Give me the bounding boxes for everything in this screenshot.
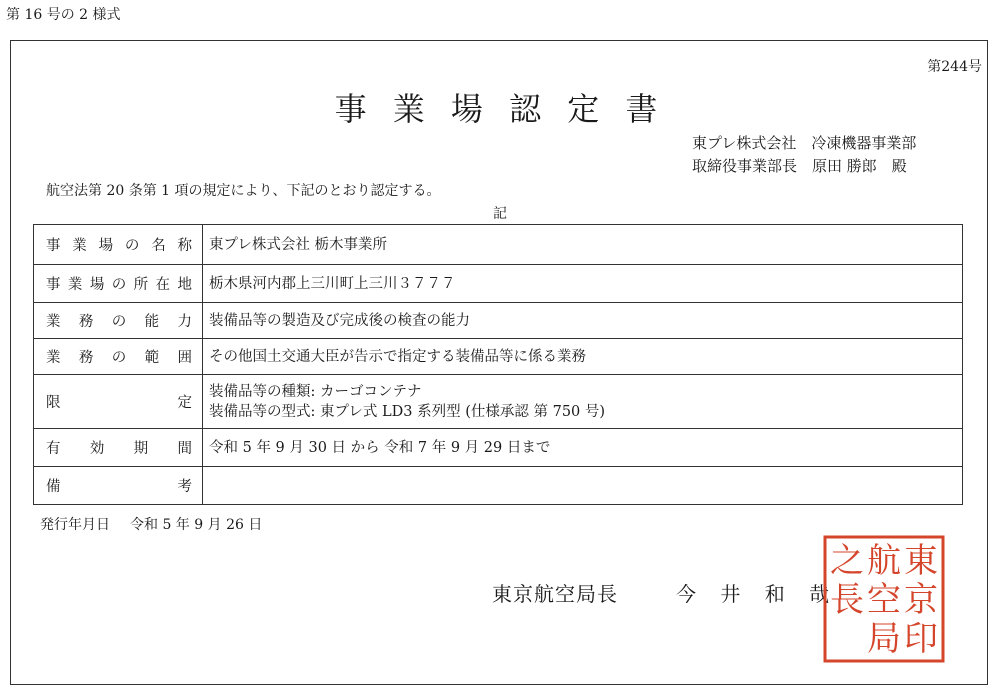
label-char: の <box>124 238 140 254</box>
row-label-text <box>46 310 192 331</box>
document-title: 事 業 場 認 定 書 <box>334 90 666 128</box>
row-value-line: 令和 5 年 9 月 30 日 から 令和 7 年 9 月 29 日まで <box>209 439 551 456</box>
issue-date-label: 発行年月日 <box>40 517 110 533</box>
label-char: 事 <box>46 238 61 254</box>
label-char: 地 <box>177 277 192 293</box>
row-label-text <box>46 437 192 458</box>
form-number-label: 第 16 号の 2 様式 <box>6 7 121 23</box>
seal-character: 印 <box>904 619 938 659</box>
table-row <box>34 375 963 429</box>
certification-statement: 航空法第 20 条第 1 項の規定により、下記のとおり認定する。 <box>46 183 441 199</box>
row-label <box>34 429 203 467</box>
record-heading: 記 <box>493 206 507 222</box>
label-char: 場 <box>98 238 114 254</box>
seal-character: 東 <box>904 541 938 581</box>
label-char: 力 <box>177 314 192 330</box>
row-label <box>34 265 203 303</box>
label-char: の <box>111 277 127 293</box>
seal-character: 之 <box>830 541 864 581</box>
label-char: 名 <box>151 238 166 254</box>
label-char: 間 <box>177 441 192 457</box>
row-value-line: その他国土交通大臣が告示で指定する装備品等に係る業務 <box>209 348 586 365</box>
label-char: 業 <box>46 314 61 330</box>
certificate-table <box>33 224 963 505</box>
table-row <box>34 303 963 339</box>
row-value-line: 栃木県河内郡上三川町上三川３７７７ <box>209 275 456 292</box>
label-char: 備 <box>46 479 61 495</box>
row-label <box>34 375 203 429</box>
row-value <box>203 225 963 265</box>
row-label <box>34 467 203 505</box>
table-row <box>34 265 963 303</box>
row-value <box>203 375 963 429</box>
recipient-company: 東プレ株式会社 冷凍機器事業部 <box>692 134 917 152</box>
seal-character: 局 <box>867 619 901 659</box>
row-label-text <box>46 391 192 412</box>
label-char: 所 <box>133 277 149 293</box>
issuer-title: 東京航空局長 <box>492 582 618 606</box>
label-char: 務 <box>78 314 94 330</box>
label-char: 業 <box>67 277 83 293</box>
row-value-line: 東プレ株式会社 栃木事業所 <box>209 236 388 253</box>
table-row <box>34 339 963 375</box>
row-value-line: 装備品等の型式: 東プレ式 LD3 系列型 (仕様承認 第 750 号) <box>209 403 606 420</box>
official-seal-stamp <box>820 532 948 666</box>
label-char: 場 <box>89 277 105 293</box>
label-char: 限 <box>46 395 61 411</box>
label-char: 定 <box>177 395 192 411</box>
row-label <box>34 303 203 339</box>
label-char: 効 <box>89 441 105 457</box>
label-char: 称 <box>177 238 192 254</box>
table-row <box>34 467 963 505</box>
label-char: の <box>111 350 127 366</box>
label-char: の <box>111 314 127 330</box>
certificate-number: 第244号 <box>927 59 982 75</box>
seal-character: 長 <box>830 580 864 620</box>
row-value-line: 装備品等の製造及び完成後の検査の能力 <box>209 312 470 329</box>
row-label-text <box>46 273 192 294</box>
table-row <box>34 429 963 467</box>
row-value <box>203 303 963 339</box>
row-label <box>34 225 203 265</box>
label-char: 範 <box>144 350 160 366</box>
label-char: 事 <box>46 277 61 293</box>
label-char: 在 <box>155 277 171 293</box>
issue-date-value: 令和 5 年 9 月 26 日 <box>130 517 263 533</box>
row-label-text <box>46 346 192 367</box>
label-char: 業 <box>72 238 87 254</box>
seal-character: 航 <box>867 541 901 581</box>
label-char: 考 <box>177 479 192 495</box>
row-label-text <box>46 475 192 496</box>
row-value <box>203 265 963 303</box>
label-char: 能 <box>144 314 160 330</box>
label-char: 有 <box>46 441 61 457</box>
row-label <box>34 339 203 375</box>
row-label-text <box>46 234 192 255</box>
row-value <box>203 339 963 375</box>
seal-character: 空 <box>867 580 901 620</box>
recipient-name: 取締役事業部長 原田 勝郎 殿 <box>692 157 907 175</box>
row-value-line: 装備品等の種類: カーゴコンテナ <box>209 383 422 400</box>
label-char: 務 <box>78 350 94 366</box>
row-value <box>203 429 963 467</box>
seal-character: 京 <box>904 580 938 620</box>
label-char: 業 <box>46 350 61 366</box>
issue-date-row <box>40 514 262 534</box>
label-char: 囲 <box>177 350 192 366</box>
label-char: 期 <box>133 441 149 457</box>
row-value <box>203 467 963 505</box>
issuer-name: 今 井 和 哉 <box>676 582 839 606</box>
table-row <box>34 225 963 265</box>
